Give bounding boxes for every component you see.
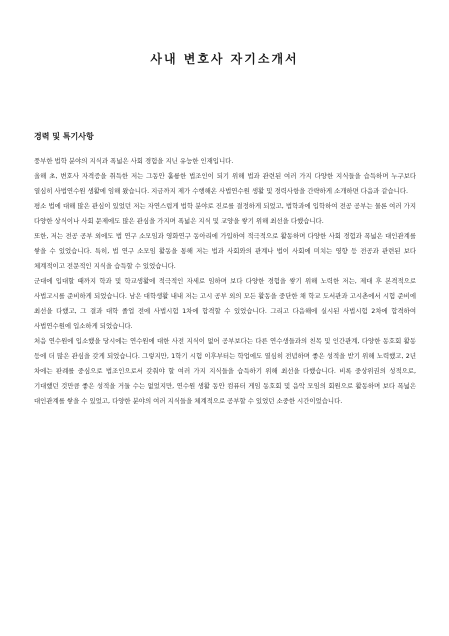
body-paragraph: 군대에 입대할 때까지 학과 및 학교생활에 적극적인 자세로 임하며 보다 다양한 경험을 쌓기 위해 노력한 저는, 제대 후 본격적으로 사법고시를 준비하게 되었습니다. 남은 대학생활 내내 저는 고시 공부 외의 모든 활동을 중단한 채 학교 도서관과 고시촌에서 시험 준비에 최선을 다했고, 그 결과 대학 졸업 전에 사법시험 1차에 합격할 수 있었습니다. 그리고 다음해에 실시된 사법시험 2차에 합격하여 사법연수원에 입소하게 되었습니다. [34,277,416,330]
body-paragraph: 또한, 저는 전공 공부 외에도 법 연구 소모임과 영화연구 동아리에 가입하여 적극적으로 활동하며 다양한 사회 경험과 폭넓은 대인관계를 쌓을 수 있었습니다. 특히, 법 연구 소모임 활동을 통해 저는 법과 사회와의 관계나 법이 사회에 미치는 영향 등 전공과 관련된 보다 체계적이고 전문적인 지식을 습득할 수 있었습니다. [34,232,416,270]
body-paragraph: 풍부한 법학 분야의 지식과 폭넓은 사회 경험을 지닌 유능한 인재입니다. [34,157,234,165]
body-paragraph: 평소 법에 대해 많은 관심이 있었던 저는 자연스럽게 법학 분야로 진로를 결정하게 되었고, 법학과에 입학하여 전공 공부는 물론 여러 가지 다양한 상식이나 사회 문제에도 많은 관심을 가지며 폭넓은 지식 및 교양을 쌓기 위해 최선을 다했습니다. [34,202,416,225]
section-heading: 경력 및 특기사항 [34,132,94,141]
document-title: 사내 변호사 자기소개서 [150,52,299,66]
body-paragraph: 처음 연수원에 입소했을 당시에는 연수원에 대한 사전 지식이 없어 공부보다는 다른 연수생들과의 친목 및 인간관계, 다양한 동호회 활동 등에 더 많은 관심을 갖게 되었습니다. 그렇지만, 1학기 시험 이후부터는 학업에도 열심히 전념하며 좋은 성적을 받기 위해 노력했고, 2년 차에는 판례를 중심으로 법조인으로서 갖춰야 할 여러 가지 지식들을 습득하기 위해 최선을 다했습니다. 비록 중상위권의 성적으로, 기대했던 것만큼 좋은 성적을 거둘 수는 없었지만, 연수원 생활 동안 컴퓨터 게임 동호회 및 음악 모임의 회원으로 활동하며 보다 폭넓은 대인관계를 쌓을 수 있었고, 다양한 분야의 여러 지식들을 체계적으로 공부할 수 있었던 소중한 시간이었습니다. [34,337,416,405]
body-paragraph: 올해 초, 변호사 자격증을 취득한 저는 그동안 훌륭한 법조인이 되기 위해 법과 관련된 여러 가지 다양한 지식들을 습득하며 누구보다 열심히 사법연수원 생활에 임해 왔습니다. 지금까지 제가 수행해온 사법연수원 생활 및 경력사항을 간략하게 소개하면 다음과 같습니다. [34,172,416,195]
section-body [34,154,416,409]
